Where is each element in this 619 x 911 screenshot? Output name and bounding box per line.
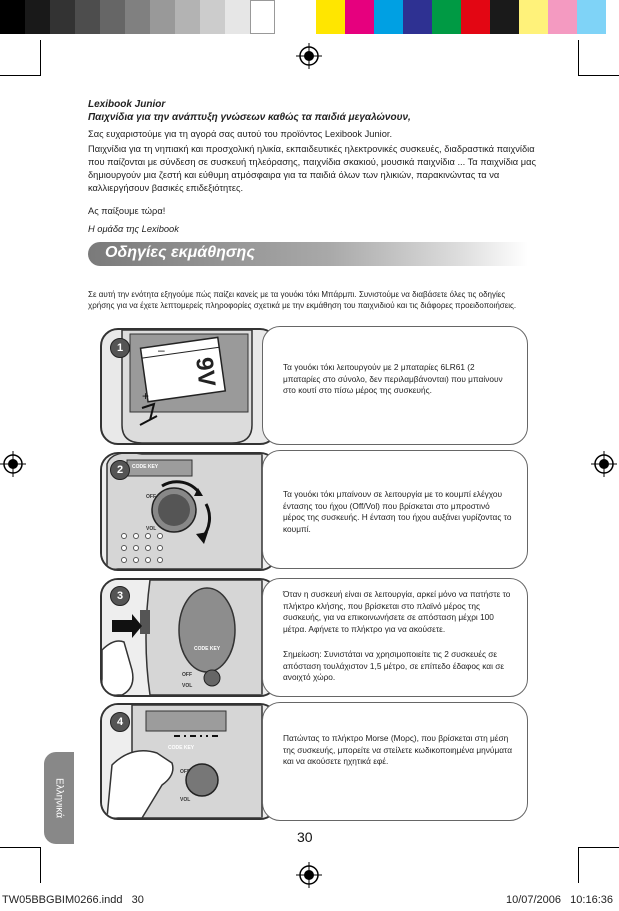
swatch-gray — [200, 0, 225, 34]
device-code-key-label: CODE KEY — [194, 646, 221, 652]
registration-mark-icon — [296, 862, 322, 888]
swatch-gray — [25, 0, 50, 34]
registration-mark-icon — [591, 451, 617, 477]
step-4-box — [262, 702, 528, 821]
footer-file: TW05BBGBIM0266.indd 30 — [2, 894, 144, 906]
lets-play-text: Ας παίξουμε τώρα! — [88, 206, 166, 216]
svg-text:–: – — [158, 343, 165, 357]
step-3-box — [262, 578, 528, 697]
swatch-gray — [175, 0, 200, 34]
intro-thanks: Σας ευχαριστούμε για τη αγορά σας αυτού του προϊόντος Lexibook Junior. — [88, 129, 393, 139]
step-2-box — [262, 450, 528, 569]
step-1-text: Τα γουόκι τόκι λειτουργούν με 2 μπαταρίες 6LR61 (2 μπαταρίες στο σύνολο, δεν περιλαμβάνονται) που μπαίνουν στο κουτί στο πίσω μέρος της συσκευής. — [283, 362, 503, 396]
team-signature: Η ομάδα της Lexibook — [88, 224, 179, 234]
swatch-gray — [125, 0, 150, 34]
swatch-color — [461, 0, 490, 34]
swatch-color — [345, 0, 374, 34]
swatch-gray — [50, 0, 75, 34]
intro-paragraph: Παιχνίδια για τη νηπιακή και προσχολική ηλικία, εκπαιδευτικές ηλεκτρονικές συσκευές, διαδραστικά παιχνίδια που παίζονται με σύνδεση σε συσκευή τηλεόρασης, παιχνίδια σκακιού, μουσικά παιχνίδια ... Τα παιχνίδια μας δημιουργούν μια ζεστή και εύθυμη ατμόσφαιρα για τα παιδιά όλων των ηλικιών, παρακινώντας τα να καλλιεργήσουν βασικές επιδεξιότητες. — [88, 144, 536, 193]
step-3-text: Όταν η συσκευή είναι σε λειτουργία, αρκεί μόνο να πατήστε το πλήκτρο κλήσης, που βρίσκεται στο πλαϊνό μέρος της συσκευής, για να επικοινωνήσετε σε απόσταση μέχρι 100 μέτρα. Αφήνετε το πλήκτρο για να ακούσετε. — [283, 589, 511, 634]
section-intro: Σε αυτή την ενότητα εξηγούμε πώς παίζει κανείς με τα γουόκι τόκι Μπάρμπι. Συνιστούμε να διαβάσετε όλες τις οδηγίες χρήσης για να έχετε λεπτομερείς πληροφορίες σχετικά με την εκμάθηση του παιχνιδιού και τις διάφορες προειδοποιήσεις. — [88, 290, 517, 310]
brand-title: Lexibook Junior — [88, 99, 166, 110]
swatch-color — [316, 0, 345, 34]
section-title: Οδηγίες εκμάθησης — [105, 244, 255, 261]
swatch-gray — [75, 0, 100, 34]
device-off-label: OFF — [182, 672, 192, 678]
device-vol-label: VOL — [182, 683, 193, 689]
swatch-color — [490, 0, 519, 34]
language-tab — [44, 752, 74, 844]
footer-datetime: 10/07/2006 10:16:36 — [505, 894, 613, 906]
step-3-note: Σημείωση: Συνιστάται να χρησιμοποιείτε τις 2 συσκευές σε απόσταση τουλάχιστον 1,5 μέτρο, σε επίπεδο έδαφος και σε ανοιχτό χώρο. — [283, 649, 505, 683]
swatch-gray — [225, 0, 250, 34]
device-vol-label: VOL — [146, 526, 157, 532]
step-2-text: Τα γουόκι τόκι μπαίνουν σε λειτουργία με το κουμπί ελέγχου έντασης του ήχου (Off/Vol) που βρίσκεται στο μπροστινό μέρος της συσκευής. Η ένταση του ήχου αυξάνει γυρίζοντας το κουμπί. — [283, 489, 512, 534]
language-tab-label: Ελληνικά — [53, 777, 65, 819]
swatch-gray — [0, 0, 25, 34]
battery-label: 9V — [190, 355, 221, 388]
page-number: 30 — [297, 829, 313, 845]
step-number: 3 — [110, 586, 130, 606]
step-number: 4 — [110, 712, 130, 732]
step-4-text: Πατώντας το πλήκτρο Morse (Μορς), που βρίσκεται στη μέση της συσκευής, μπορείτε να στείλετε κωδικοποιημένα μηνύματα και να ακούσετε ηχητικά εφέ. — [283, 733, 512, 767]
step-number: 2 — [110, 460, 130, 480]
device-code-key-label: CODE KEY — [132, 464, 159, 470]
step-number: 1 — [110, 338, 130, 358]
swatch-color — [519, 0, 548, 34]
device-off-label: OFF — [180, 769, 190, 775]
swatch-color — [548, 0, 577, 34]
swatch-color — [403, 0, 432, 34]
swatch-color — [374, 0, 403, 34]
device-off-label: OFF — [146, 494, 156, 500]
registration-mark-icon — [0, 451, 26, 477]
registration-mark-icon — [296, 43, 322, 69]
step-1-box — [262, 326, 528, 445]
swatch-gray — [100, 0, 125, 34]
intro-subtitle: Παιχνίδια για την ανάπτυξη γνώσεων καθώς τα παιδιά μεγαλώνουν, — [88, 112, 411, 123]
device-code-key-label: CODE KEY — [168, 745, 195, 751]
svg-text:+: + — [142, 389, 150, 403]
swatch-color — [432, 0, 461, 34]
swatch-color — [577, 0, 606, 34]
device-vol-label: VOL — [180, 797, 191, 803]
swatch-gray — [150, 0, 175, 34]
swatch-gray — [250, 0, 275, 34]
